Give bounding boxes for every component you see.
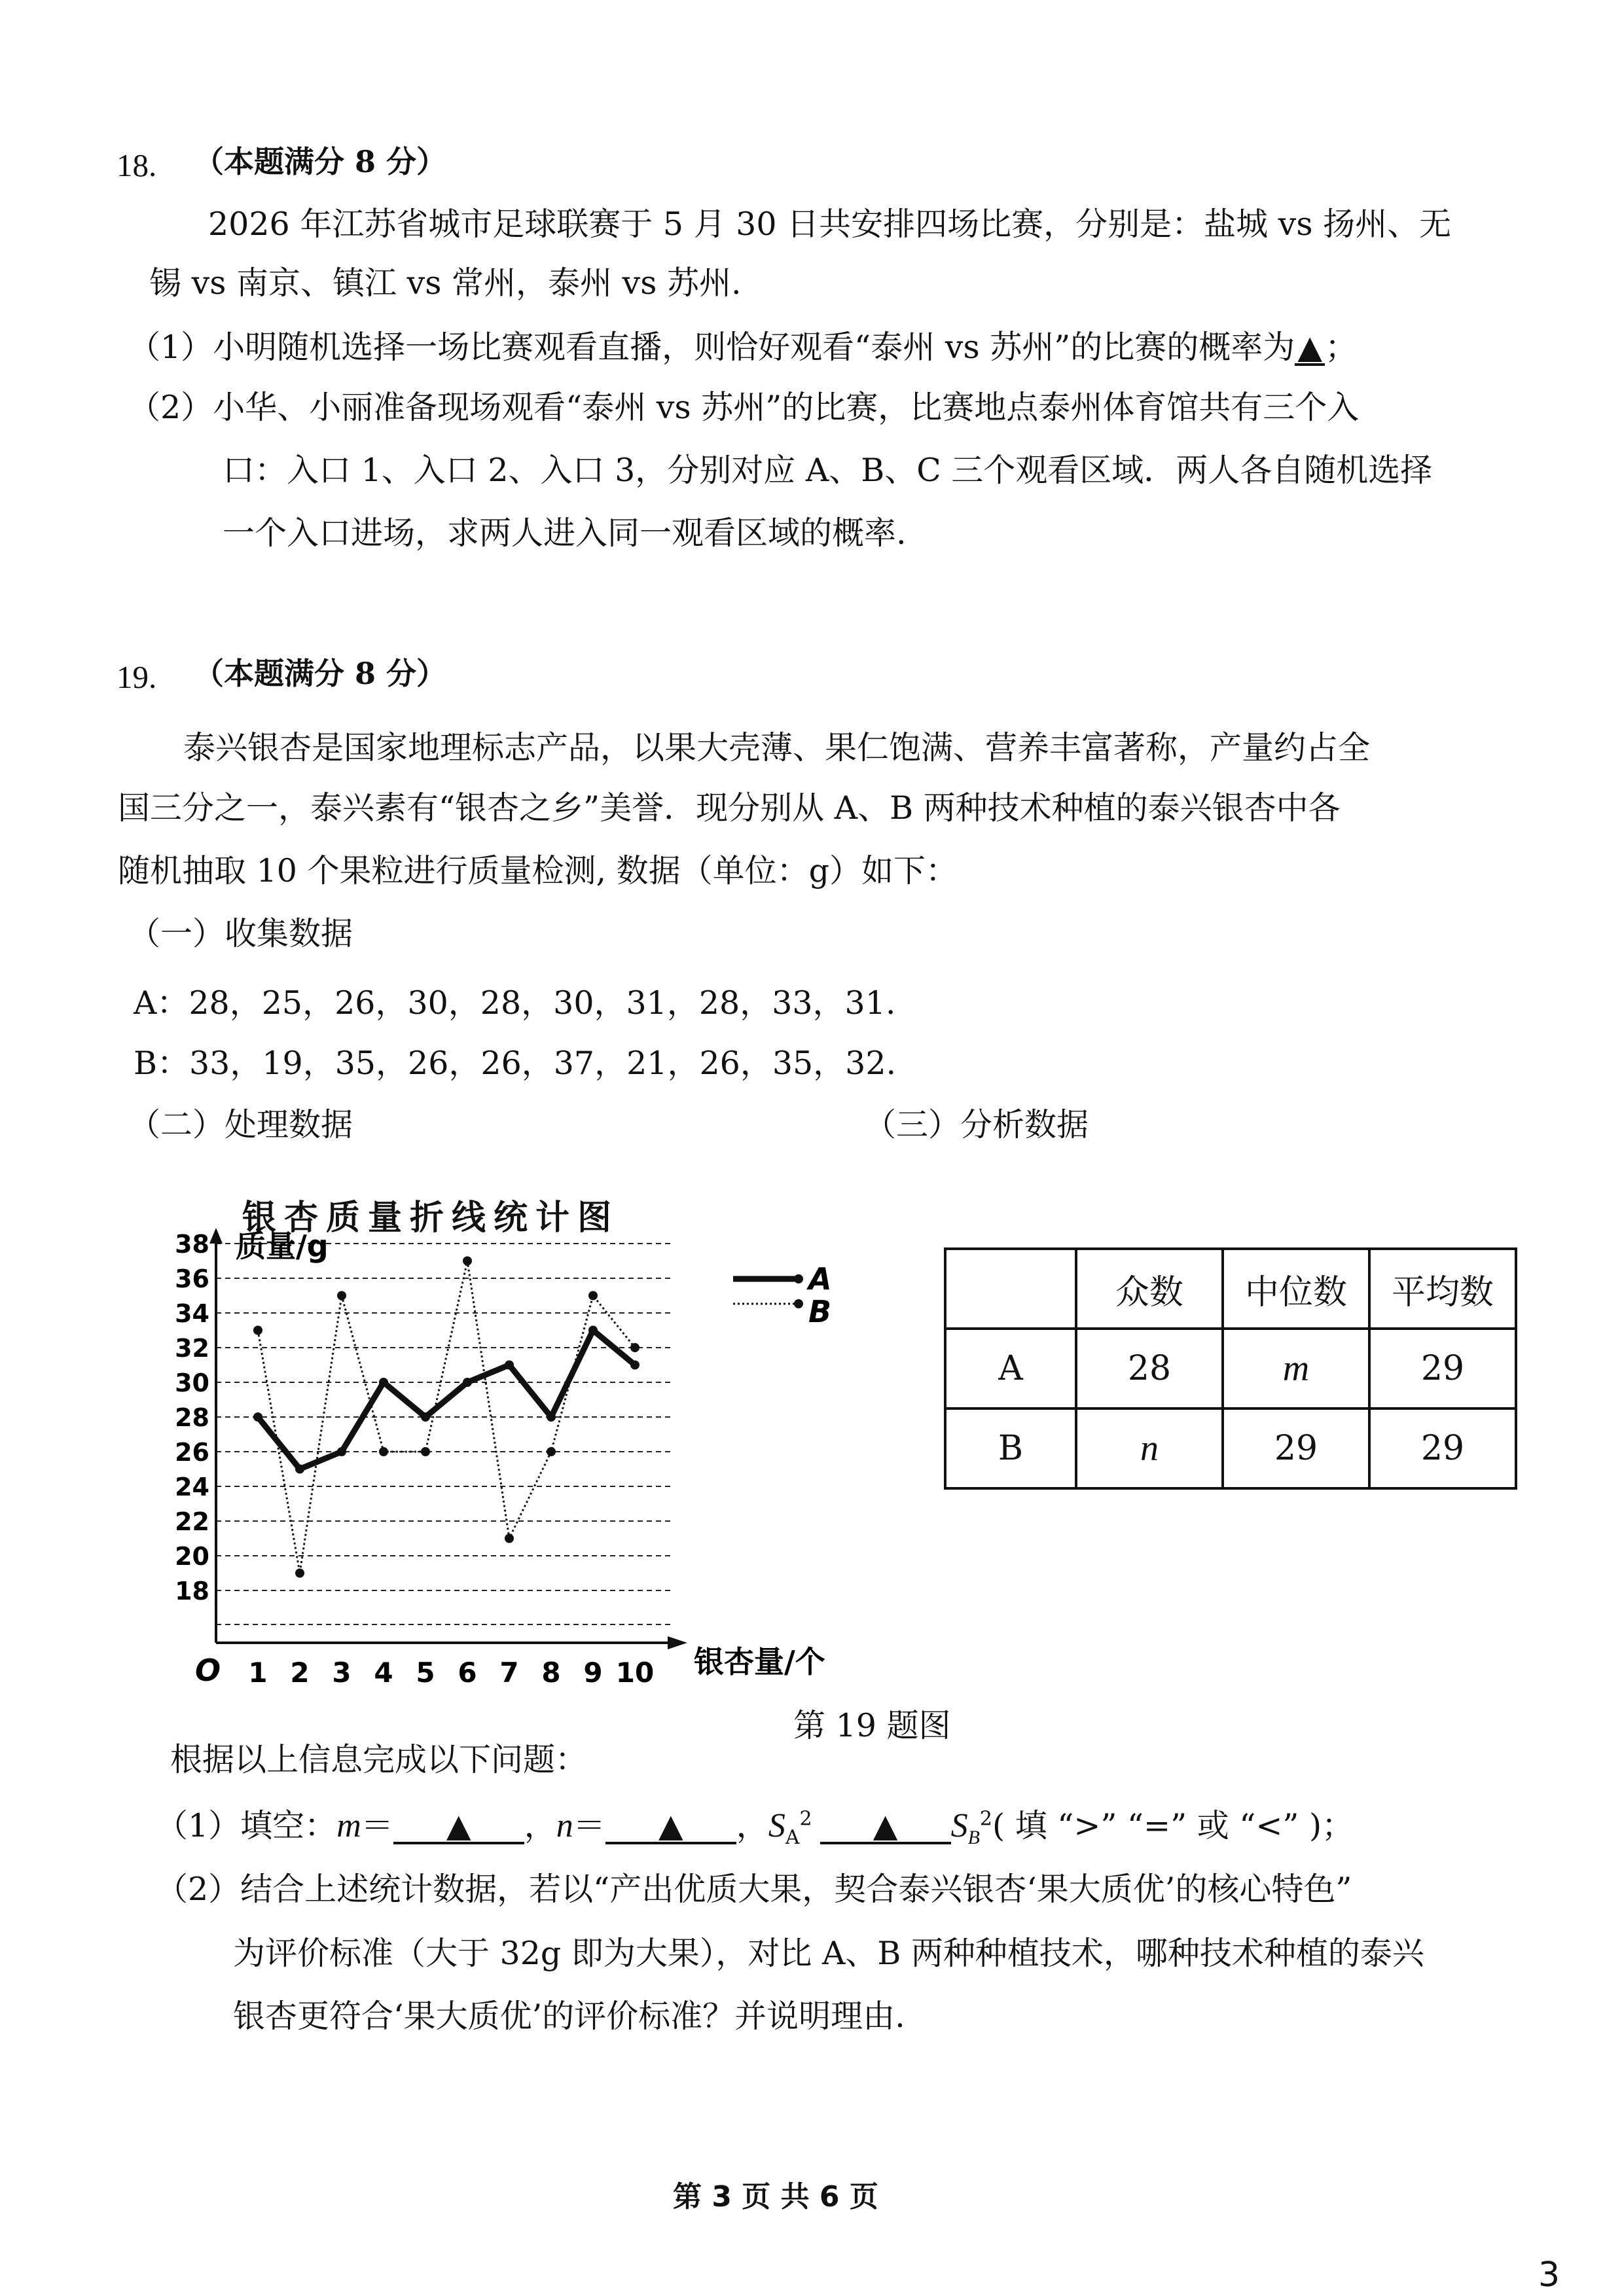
x-tick-label: 8	[541, 1657, 561, 1689]
x-tick-label: 6	[458, 1657, 477, 1689]
q18-intro-line2: 锡 vs 南京、镇江 vs 常州，泰州 vs 苏州.	[149, 264, 742, 302]
series-b-point	[253, 1326, 262, 1335]
comma-1: ，	[524, 1807, 556, 1844]
q19-section-collect: （一）收集数据	[128, 915, 353, 952]
eq-sign-n: ＝	[573, 1807, 605, 1844]
series-a-point	[379, 1378, 388, 1387]
legend-b-label: B	[808, 1294, 832, 1329]
table-row	[945, 1408, 1516, 1488]
series-b-point	[295, 1569, 304, 1578]
series-b-point	[547, 1447, 556, 1456]
row-b-mean: 29	[1369, 1408, 1516, 1488]
q19-part1-label: （1）填空：	[156, 1807, 337, 1844]
var-sb-sup: 2	[979, 1807, 992, 1831]
q19-intro-line1: 泰兴银杏是国家地理标志产品，以果大壳薄、果仁饱满、营养丰富著称，产量约占全	[183, 729, 1371, 766]
q19-number: 19.	[117, 659, 157, 695]
y-tick-label: 24	[175, 1473, 209, 1501]
series-a-point	[295, 1465, 304, 1474]
legend-a-marker	[794, 1274, 803, 1283]
series-b-point	[630, 1343, 640, 1352]
series-b-point	[337, 1291, 346, 1300]
comma-2: ，	[736, 1807, 768, 1844]
q19-part2-line3: 银杏更符合‘果大质优’的评价标准？并说明理由.	[233, 1998, 905, 2035]
q18-heading: （本题满分 8 分）	[194, 144, 447, 179]
q19-section-process: （二）处理数据	[128, 1106, 353, 1143]
row-a-mean: 29	[1369, 1329, 1516, 1408]
x-tick-label: 7	[499, 1657, 519, 1689]
row-b-median: 29	[1223, 1408, 1369, 1488]
table-row	[945, 1329, 1516, 1408]
x-tick-label: 5	[416, 1657, 435, 1689]
y-tick-label: 30	[175, 1369, 209, 1397]
row-a-mode: 28	[1076, 1329, 1223, 1408]
chart-y-label: 质量/g	[236, 1229, 329, 1264]
x-tick-label: 3	[332, 1657, 351, 1689]
chart-legend	[733, 1261, 832, 1329]
x-tick-label: 1	[248, 1657, 268, 1689]
series-b-point	[588, 1291, 598, 1300]
q19-section-analyze: （三）分析数据	[864, 1106, 1089, 1143]
q19-part1-tail: ( 填 “>” “=” 或 “<” )；	[992, 1807, 1354, 1844]
q18-part1	[128, 331, 1357, 366]
q19-data-b: B：33，19，35，26，26，37，21，26，35，32.	[134, 1045, 897, 1082]
q18-part1-blank[interactable]: ▲	[1295, 331, 1325, 366]
corner-page-mark: 3	[1538, 2255, 1560, 2295]
y-tick-label: 26	[175, 1438, 209, 1467]
var-sb: S	[950, 1807, 968, 1844]
row-a-median: m	[1223, 1329, 1369, 1408]
q18-part1-text: （1）小明随机选择一场比赛观看直播，则恰好观看“泰州 vs 苏州”的比赛的概率为	[128, 329, 1295, 366]
header-median: 中位数	[1223, 1249, 1369, 1329]
page-number: 第 3 页 共 6 页	[673, 2180, 878, 2214]
header-mode: 众数	[1076, 1249, 1223, 1329]
x-tick-label: 2	[290, 1657, 310, 1689]
q18-part2-line3: 一个入口进场，求两人进入同一观看区域的概率.	[223, 514, 907, 552]
series-a-point	[421, 1412, 430, 1422]
x-tick-label: 10	[615, 1657, 655, 1689]
legend-a-label: A	[808, 1261, 832, 1297]
series-a-point	[588, 1326, 598, 1335]
y-tick-label: 36	[175, 1265, 209, 1293]
y-axis-arrow	[209, 1228, 223, 1244]
series-b-point	[463, 1257, 472, 1266]
series-a-point	[547, 1412, 556, 1422]
blank-m[interactable]: ▲	[393, 1810, 524, 1844]
series-a-point	[337, 1447, 346, 1456]
q19-part2-line1: （2）结合上述统计数据，若以“产出优质大果，契合泰兴银杏‘果大质优’的核心特色”	[156, 1871, 1352, 1908]
y-tick-label: 38	[175, 1230, 209, 1259]
header-mean: 平均数	[1369, 1249, 1516, 1329]
q18-number: 18.	[117, 147, 157, 183]
y-tick-label: 34	[175, 1299, 209, 1328]
row-b-label: B	[945, 1408, 1076, 1488]
x-axis-arrow	[668, 1636, 687, 1649]
y-tick-label: 18	[175, 1577, 209, 1605]
table-corner-cell	[945, 1249, 1076, 1329]
series-a-point	[463, 1378, 472, 1387]
q19-heading: （本题满分 8 分）	[194, 656, 447, 691]
q18-part2-line1: （2）小华、小丽准备现场观看“泰州 vs 苏州”的比赛，比赛地点泰州体育馆共有三个入	[128, 389, 1360, 426]
blank-n[interactable]: ▲	[605, 1810, 736, 1844]
series-a-point	[630, 1361, 640, 1370]
var-sb-sub: B	[967, 1826, 980, 1848]
x-tick-label: 9	[583, 1657, 603, 1689]
y-tick-label: 28	[175, 1403, 209, 1432]
y-tick-label: 20	[175, 1542, 209, 1571]
series-a-point	[505, 1361, 514, 1370]
q18-part2-line2: 口：入口 1、入口 2、入口 3，分别对应 A、B、C 三个观看区域．两人各自随机选择	[223, 452, 1433, 489]
blank-compare[interactable]: ▲	[820, 1810, 951, 1844]
chart-gridlines	[216, 1244, 674, 1624]
q19-after-figure: 根据以上信息完成以下问题：	[170, 1741, 588, 1778]
chart-origin-label: O	[195, 1653, 221, 1688]
q19-intro-line2: 国三分之一，泰兴素有“银杏之乡”美誉．现分别从 A、B 两种技术种植的泰兴银杏中各	[118, 789, 1341, 827]
eq-sign-m: ＝	[361, 1807, 393, 1844]
q18-part1-end: ；	[1325, 329, 1358, 366]
chart-x-ticks	[248, 1657, 654, 1689]
var-sa: S	[768, 1807, 785, 1844]
series-b-point	[379, 1447, 388, 1456]
series-a-point	[253, 1412, 262, 1422]
legend-b-marker	[794, 1299, 803, 1308]
x-tick-label: 4	[374, 1657, 393, 1689]
chart-title: 银杏质量折线统计图	[242, 1198, 620, 1238]
figure-caption: 第 19 题图	[793, 1707, 951, 1744]
series-b-point	[421, 1447, 430, 1456]
table-header-row	[945, 1249, 1516, 1329]
q18-intro-line1: 2026 年江苏省城市足球联赛于 5 月 30 日共安排四场比赛，分别是：盐城 vs 扬州、无	[208, 206, 1452, 243]
var-sa-sup: 2	[799, 1807, 812, 1831]
q19-part1	[156, 1809, 1354, 1848]
var-m: m	[336, 1807, 361, 1844]
series-b-point	[505, 1534, 514, 1543]
q19-part2-line2: 为评价标准（大于 32g 即为大果），对比 A、B 两种种植技术，哪种技术种植的泰兴	[233, 1935, 1424, 1972]
chart-y-ticks	[175, 1230, 209, 1605]
var-n: n	[556, 1807, 573, 1844]
q19-data-a: A：28，25，26，30，28，30，31，28，33，31.	[134, 984, 896, 1022]
row-a-label: A	[945, 1329, 1076, 1408]
chart-x-label: 银杏量/个	[694, 1644, 825, 1679]
line-chart	[170, 1224, 890, 1695]
y-tick-label: 22	[175, 1507, 209, 1536]
var-sa-sub: A	[785, 1825, 800, 1849]
chart-axes	[209, 1228, 687, 1649]
q19-intro-line3: 随机抽取 10 个果粒进行质量检测, 数据（单位：g）如下：	[118, 852, 958, 889]
stats-table	[944, 1247, 1517, 1490]
y-tick-label: 32	[175, 1334, 209, 1363]
row-b-mode: n	[1076, 1408, 1223, 1488]
